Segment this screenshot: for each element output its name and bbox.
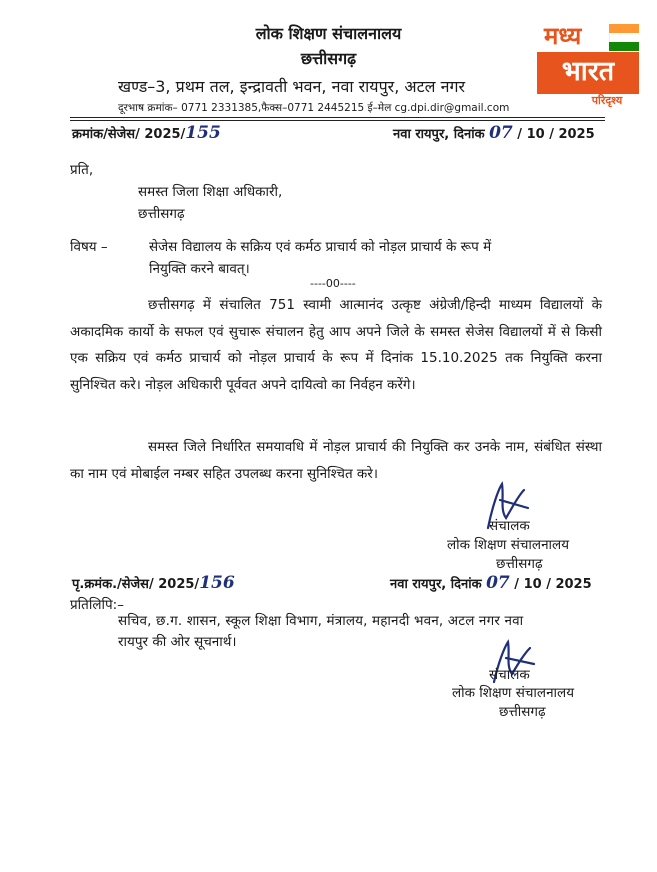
logo-bharat-text: भारत [537, 52, 639, 94]
endorse-date-suffix: / 10 / 2025 [514, 577, 592, 592]
header-rule-thin [70, 120, 605, 121]
sign2-office: लोक शिक्षण संचालनालय [452, 685, 575, 701]
contact-line: दूरभाष क्रमांक– 0771 2331385,फैक्स–0771 2445215 ई–मेल cg.dpi.dir@gmail.com [118, 102, 510, 114]
body-paragraph-1: छत्तीसगढ़ में संचालित 751 स्वामी आत्मानंद उत्कृष्ट अंग्रेजी/हिन्दी माध्यम विद्यालयों के अकादमिक कार्यो के सफल एवं सुचारू संचालन हेतु आप अपने जिले के समस्त सेजेस विद्यालयों में से किसी एक सक्रिय एवं कर्मठ प्राचार्य को नोड़ल प्राचार्य के रूप में दिनांक 15.10.2025 तक नियुक्ति करना सुनिश्चित करे। नोड़ल अधिकारी पूर्ववत अपने दायित्वो का निर्वहन करेंगे। [70, 297, 602, 393]
sign2-state: छत्तीसगढ़ [499, 704, 546, 720]
logo-madhya-text: मध्य [544, 22, 582, 50]
logo-paridrishya-text: परिदृश्य [577, 94, 637, 108]
flag-icon [609, 24, 639, 51]
madhya-bharat-logo [537, 14, 657, 114]
office-address: खण्ड–3, प्रथम तल, इन्द्रावती भवन, नवा रायपुर, अटल नगर [118, 77, 466, 96]
subject-label: विषय – [70, 239, 108, 255]
letter-date [393, 123, 595, 143]
endorse-date-day-handwritten: 07 [486, 573, 510, 593]
office-title: लोक शिक्षण संचालनालय [255, 24, 402, 43]
header-rule [70, 117, 605, 118]
ref-prefix: क्रमांक/सेजेस/ 2025/ [72, 127, 186, 142]
date-day-handwritten: 07 [489, 123, 513, 143]
ref-number-handwritten: 155 [185, 123, 221, 143]
divider: ----00---- [310, 277, 356, 290]
letter-reference [72, 123, 221, 143]
sign1-title: संचालक [489, 518, 530, 534]
state-title: छत्तीसगढ़ [300, 49, 357, 68]
endorse-ref-number-handwritten: 156 [199, 573, 235, 593]
subject-line-2: नियुक्ति करने बावत्। [149, 261, 250, 277]
copy-label: प्रतिलिपि:– [70, 597, 124, 613]
body-paragraph-2: समस्त जिले निर्धारित समयावधि में नोड़ल प्राचार्य की नियुक्ति कर उनके नाम, संबंधित संस्था का नाम एवं मोबाईल नम्बर सहित उपलब्ध करना सुनिश्चित करे। [70, 439, 602, 482]
date-prefix: नवा रायपुर, दिनांक [393, 127, 485, 142]
to-line-1: समस्त जिला शिक्षा अधिकारी, [138, 184, 283, 200]
sign2-title: संचालक [489, 667, 530, 683]
to-label: प्रति, [70, 162, 94, 178]
date-suffix: / 10 / 2025 [517, 127, 595, 142]
endorse-ref-prefix: पृ.क्रमंक./सेजेस/ 2025/ [72, 577, 200, 592]
sign1-office: लोक शिक्षण संचालनालय [447, 537, 570, 553]
endorsement-reference [72, 573, 235, 593]
copy-line-2: रायपुर की ओर सूचनार्थ। [118, 634, 237, 650]
endorse-date-prefix: नवा रायपुर, दिनांक [390, 577, 482, 592]
sign1-state: छत्तीसगढ़ [496, 556, 543, 572]
endorsement-date [390, 573, 592, 593]
subject-line-1: सेजेस विद्यालय के सक्रिय एवं कर्मठ प्राचार्य को नोड़ल प्राचार्य के रूप में [149, 239, 492, 255]
copy-line-1: सचिव, छ.ग. शासन, स्कूल शिक्षा विभाग, मंत्रालय, महानदी भवन, अटल नगर नवा [118, 613, 524, 629]
to-line-2: छत्तीसगढ़ [138, 206, 185, 222]
